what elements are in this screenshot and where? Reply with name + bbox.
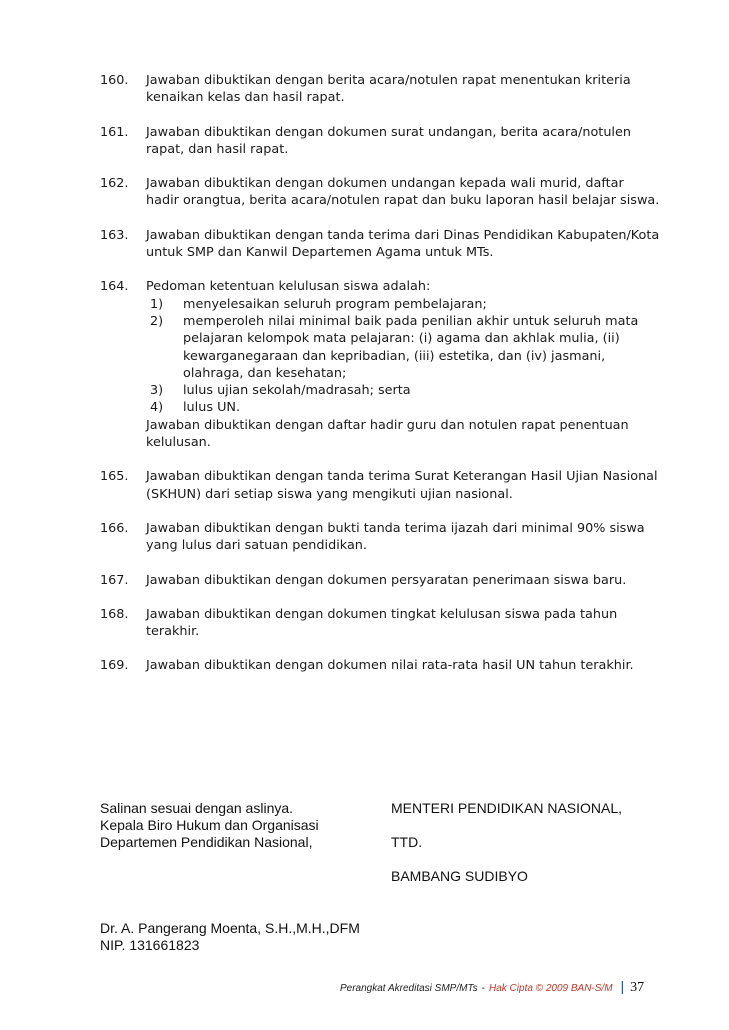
sub-item-number: 3) — [150, 383, 164, 399]
sub-item-text: menyelesaikan seluruh program pembelajaran; — [183, 296, 487, 312]
page-number: 37 — [630, 980, 645, 995]
item-number: 165. — [100, 469, 129, 485]
sub-item — [150, 399, 660, 416]
item-evidence-text: Jawaban dibuktikan dengan daftar hadir guru dan notulen rapat penentuan kelulusan. — [146, 417, 629, 451]
item-text: Jawaban dibuktikan dengan berita acara/notulen rapat menentukan kriteria kenaikan kelas dan hasil rapat. — [146, 73, 631, 106]
item-text: Jawaban dibuktikan dengan bukti tanda terima ijazah dari minimal 90% siswa yang lulus dari satuan pendidikan. — [146, 520, 645, 554]
item-number: 167. — [100, 572, 129, 588]
sub-item-number: 2) — [150, 313, 164, 329]
list-item-160 — [100, 72, 660, 107]
item-number: 169. — [100, 658, 129, 674]
answer-list — [100, 72, 660, 692]
certification-block — [100, 800, 319, 851]
item-text: Pedoman ketentuan kelulusan siswa adalah: — [146, 279, 431, 295]
graduation-criteria-list — [150, 296, 660, 417]
item-number: 166. — [100, 520, 129, 536]
footer-doc-title: Perangkat Akreditasi SMP/MTs — [340, 983, 478, 994]
sub-item — [150, 382, 660, 399]
sub-item — [150, 296, 660, 313]
page-footer — [340, 978, 660, 996]
item-number: 168. — [100, 606, 129, 622]
list-item-165 — [100, 468, 660, 503]
minister-title: MENTERI PENDIDIKAN NASIONAL, — [391, 800, 623, 816]
item-text: Jawaban dibuktikan dengan dokumen undangan kepada wali murid, daftar hadir orangtua, berita acara/notulen rapat dan buku laporan hasil belajar siswa. — [146, 176, 660, 209]
item-text: Jawaban dibuktikan dengan dokumen surat undangan, berita acara/notulen rapat, dan hasil rapat. — [146, 124, 631, 157]
list-item-166 — [100, 520, 660, 555]
item-number: 161. — [100, 124, 129, 140]
minister-name: BAMBANG SUDIBYO — [391, 868, 528, 884]
list-item-163 — [100, 227, 660, 262]
footer-dash: - — [481, 983, 485, 994]
item-text: Jawaban dibuktikan dengan dokumen persyaratan penerimaan siswa baru. — [146, 572, 627, 588]
sub-item-text: lulus UN. — [183, 400, 241, 416]
sub-item-number: 4) — [150, 400, 164, 416]
item-body — [146, 278, 660, 451]
sub-item-text: memperoleh nilai minimal baik pada penilian akhir untuk seluruh mata pelajaran kelompok mata pelajaran: (i) agama dan akhlak mulia, (ii) kewarganegaraan dan kepribadian, (iii) estetika, dan (iv) jasmani, olahraga, dan kesehatan; — [183, 313, 639, 381]
list-item-161 — [100, 124, 660, 159]
footer-separator: | — [620, 978, 625, 994]
item-text: Jawaban dibuktikan dengan tanda terima Surat Keterangan Hasil Ujian Nasional (SKHUN) dari setiap siswa yang mengikuti ujian nasional. — [146, 469, 658, 502]
item-number: 163. — [100, 227, 129, 243]
sub-item-number: 1) — [150, 296, 164, 312]
list-item-169 — [100, 657, 660, 674]
sub-item-text: lulus ujian sekolah/madrasah; serta — [183, 383, 411, 399]
certification-line: Kepala Biro Hukum dan Organisasi — [100, 817, 319, 833]
sub-item — [150, 313, 660, 382]
certification-line: Departemen Pendidikan Nasional, — [100, 834, 313, 850]
list-item-167 — [100, 572, 660, 589]
official-nip: NIP. 131661823 — [100, 937, 200, 953]
official-name: Dr. A. Pangerang Moenta, S.H.,M.H.,DFM — [100, 920, 360, 936]
item-number: 162. — [100, 176, 129, 192]
list-item-168 — [100, 606, 660, 641]
signed-marker: TTD. — [391, 834, 423, 850]
item-text: Jawaban dibuktikan dengan dokumen nilai rata-rata hasil UN tahun terakhir. — [146, 658, 634, 674]
list-item-164 — [100, 278, 660, 451]
item-text: Jawaban dibuktikan dengan dokumen tingkat kelulusan siswa pada tahun terakhir. — [146, 606, 618, 640]
official-block — [100, 920, 360, 954]
certification-line: Salinan sesuai dengan aslinya. — [100, 800, 294, 816]
item-number: 160. — [100, 73, 129, 88]
item-text: Jawaban dibuktikan dengan tanda terima dari Dinas Pendidikan Kabupaten/Kota untuk SMP dan Kanwil Departemen Agama untuk MTs. — [146, 227, 660, 261]
footer-copyright: Hak Cipta © 2009 BAN-S/M — [489, 983, 613, 994]
item-number: 164. — [100, 279, 129, 295]
list-item-162 — [100, 175, 660, 210]
